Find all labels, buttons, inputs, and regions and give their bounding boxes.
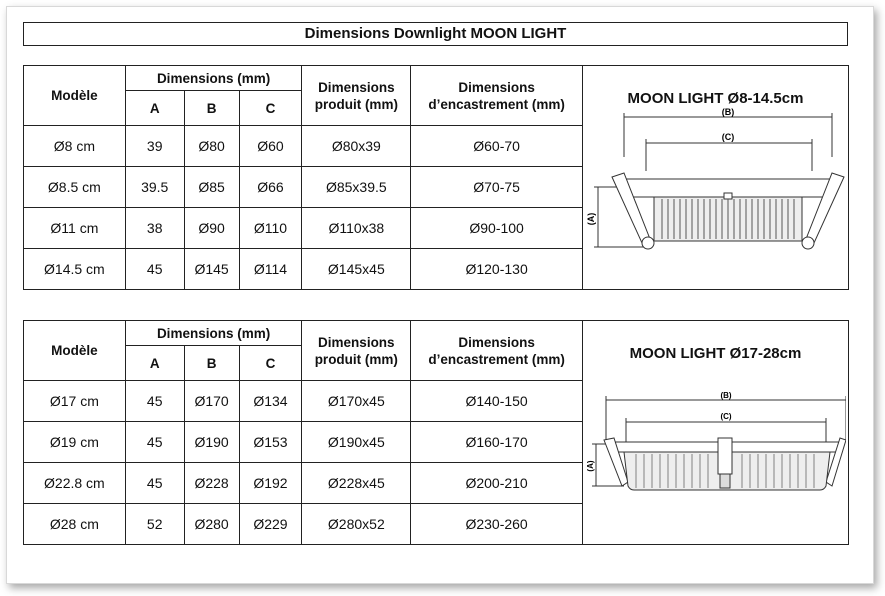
cell-product: Ø228x45 (302, 463, 411, 504)
header-recess-dimensions: Dimensions d’encastrement (mm) (411, 66, 583, 126)
cell-recess: Ø160-170 (411, 422, 583, 463)
cell-c: Ø60 (239, 126, 302, 167)
cell-product: Ø110x38 (302, 208, 411, 249)
cell-model: Ø8 cm (24, 126, 126, 167)
label-b: (B) (720, 391, 733, 400)
cell-model: Ø22.8 cm (24, 463, 126, 504)
header-c: C (239, 346, 302, 381)
diagram-cell-small (582, 66, 848, 290)
cell-c: Ø114 (239, 249, 302, 290)
header-c: C (239, 91, 302, 126)
label-a: (A) (586, 212, 597, 226)
diagram-title: MOON LIGHT Ø17-28cm (629, 345, 802, 362)
label-c: (C) (722, 132, 735, 142)
cell-b: Ø145 (184, 249, 239, 290)
header-b: B (184, 346, 239, 381)
cell-c: Ø110 (239, 208, 302, 249)
header-dimensions: Dimensions (mm) (125, 66, 302, 91)
diagram-cell-large (582, 321, 848, 545)
diagram-title: MOON LIGHT Ø8-14.5cm (627, 90, 804, 107)
header-model: Modèle (24, 66, 126, 126)
cell-c: Ø229 (239, 504, 302, 545)
cell-recess: Ø230-260 (411, 504, 583, 545)
cell-b: Ø170 (184, 381, 239, 422)
cell-model: Ø19 cm (24, 422, 126, 463)
cell-model: Ø11 cm (24, 208, 126, 249)
header-a: A (125, 346, 184, 381)
page-title: Dimensions Downlight MOON LIGHT (23, 22, 848, 46)
cell-b: Ø228 (184, 463, 239, 504)
cell-b: Ø85 (184, 167, 239, 208)
label-b: (B) (722, 107, 735, 117)
header-b: B (184, 91, 239, 126)
cell-a: 45 (125, 422, 184, 463)
label-a: (A) (586, 460, 596, 472)
cell-model: Ø28 cm (24, 504, 126, 545)
cell-b: Ø90 (184, 208, 239, 249)
cell-recess: Ø140-150 (411, 381, 583, 422)
cell-model: Ø14.5 cm (24, 249, 126, 290)
cell-recess: Ø200-210 (411, 463, 583, 504)
cell-a: 45 (125, 381, 184, 422)
cell-a: 39 (125, 126, 184, 167)
header-product-dimensions: Dimensions produit (mm) (302, 66, 411, 126)
header-a: A (125, 91, 184, 126)
cell-product: Ø80x39 (302, 126, 411, 167)
cell-c: Ø192 (239, 463, 302, 504)
cell-b: Ø190 (184, 422, 239, 463)
cell-product: Ø85x39.5 (302, 167, 411, 208)
cell-c: Ø134 (239, 381, 302, 422)
cell-recess: Ø120-130 (411, 249, 583, 290)
cell-model: Ø17 cm (24, 381, 126, 422)
cell-product: Ø170x45 (302, 381, 411, 422)
header-product-dimensions: Dimensions produit (mm) (302, 321, 411, 381)
label-c: (C) (720, 412, 733, 421)
cell-a: 45 (125, 249, 184, 290)
downlight-side-view-icon (584, 107, 846, 257)
cell-recess: Ø90-100 (411, 208, 583, 249)
cell-b: Ø80 (184, 126, 239, 167)
cell-product: Ø190x45 (302, 422, 411, 463)
spec-table-large (23, 320, 849, 545)
cell-product: Ø145x45 (302, 249, 411, 290)
cell-recess: Ø60-70 (411, 126, 583, 167)
header-dimensions: Dimensions (mm) (125, 321, 302, 346)
downlight-side-view-icon (584, 362, 846, 512)
cell-c: Ø66 (239, 167, 302, 208)
cell-recess: Ø70-75 (411, 167, 583, 208)
cell-a: 52 (125, 504, 184, 545)
cell-product: Ø280x52 (302, 504, 411, 545)
cell-c: Ø153 (239, 422, 302, 463)
cell-a: 45 (125, 463, 184, 504)
header-recess-dimensions: Dimensions d’encastrement (mm) (411, 321, 583, 381)
cell-a: 39.5 (125, 167, 184, 208)
header-model: Modèle (24, 321, 126, 381)
cell-model: Ø8.5 cm (24, 167, 126, 208)
cell-a: 38 (125, 208, 184, 249)
spec-table-small (23, 65, 849, 290)
cell-b: Ø280 (184, 504, 239, 545)
